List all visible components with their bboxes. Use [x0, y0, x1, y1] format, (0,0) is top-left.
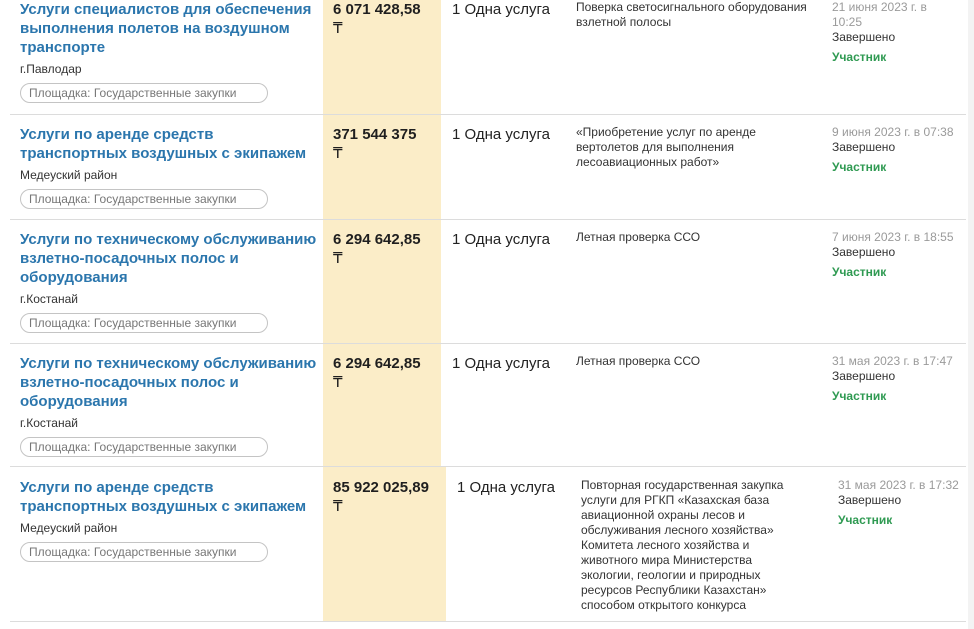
description-cell — [576, 125, 816, 170]
lot-price — [323, 125, 441, 163]
table-row[interactable] — [10, 115, 966, 220]
quantity-cell — [452, 230, 562, 249]
platform-badge[interactable]: Площадка: Государственные закупки — [20, 313, 268, 333]
currency-sign: ₸ — [333, 145, 343, 162]
price-cell — [323, 220, 441, 343]
participant-role: Участник — [832, 160, 887, 174]
page-scrollbar[interactable] — [968, 0, 974, 629]
description-cell — [576, 230, 816, 245]
quantity-cell — [452, 125, 562, 144]
meta-cell — [832, 230, 957, 279]
participant-role: Участник — [832, 50, 887, 64]
price-cell — [323, 467, 446, 621]
lot-date: 21 июня 2023 г. в 10:25 — [832, 0, 927, 29]
platform-badge[interactable]: Площадка: Государственные закупки — [20, 189, 268, 209]
lot-location: г.Костанай — [20, 292, 78, 306]
lot-quantity: 1 Одна услуга — [452, 126, 550, 143]
lot-location: Медеуский район — [20, 168, 118, 182]
price-cell — [323, 115, 441, 219]
participant-role: Участник — [838, 513, 893, 527]
meta-cell — [832, 354, 957, 403]
price-amount: 6 071 428,58 — [333, 1, 421, 18]
meta-cell — [838, 478, 963, 527]
lot-info — [20, 478, 320, 562]
lot-description: Летная проверка ССО — [576, 354, 701, 368]
currency-sign: ₸ — [333, 374, 343, 391]
lot-date: 7 июня 2023 г. в 18:55 — [832, 230, 954, 244]
meta-cell — [832, 125, 957, 174]
lot-info — [20, 125, 320, 209]
lot-title-link[interactable]: Услуги по аренде средств транспортных воздушных с экипажем — [20, 126, 307, 162]
platform-badge[interactable]: Площадка: Государственные закупки — [20, 83, 268, 103]
description-cell — [581, 478, 806, 613]
price-amount: 85 922 025,89 — [333, 479, 429, 496]
lot-info — [20, 230, 320, 333]
lot-location: Медеуский район — [20, 521, 118, 535]
lot-quantity: 1 Одна услуга — [452, 1, 550, 18]
lot-description: «Приобретение услуг по аренде вертолетов для выполнения лесоавиационных работ» — [576, 125, 756, 169]
participant-role: Участник — [832, 265, 887, 279]
quantity-cell — [452, 0, 562, 19]
lot-description: Поверка светосигнального оборудования взлетной полосы — [576, 0, 807, 29]
lot-title-link[interactable]: Услуги специалистов для обеспечения выполнения полетов на воздушном транспорте — [20, 1, 312, 56]
lot-quantity: 1 Одна услуга — [457, 479, 555, 496]
participant-role: Участник — [832, 389, 887, 403]
lot-location: г.Костанай — [20, 416, 78, 430]
description-cell — [576, 354, 816, 369]
quantity-cell — [452, 354, 562, 373]
table-row[interactable] — [10, 467, 966, 622]
platform-badge[interactable]: Площадка: Государственные закупки — [20, 437, 268, 457]
lot-title-link[interactable]: Услуги по техническому обслуживанию взлетно-посадочных полос и оборудования — [20, 231, 317, 286]
lot-location: г.Павлодар — [20, 62, 82, 76]
lot-status: Завершено — [832, 369, 896, 383]
meta-cell — [832, 0, 957, 64]
lot-date: 31 мая 2023 г. в 17:32 — [838, 478, 959, 492]
price-amount: 6 294 642,85 — [333, 355, 421, 372]
lot-price — [323, 354, 441, 392]
price-cell — [323, 0, 441, 114]
lot-quantity: 1 Одна услуга — [452, 231, 550, 248]
lot-description: Летная проверка ССО — [576, 230, 701, 244]
lot-status: Завершено — [838, 493, 902, 507]
currency-sign: ₸ — [333, 498, 343, 515]
lot-status: Завершено — [832, 30, 896, 44]
lot-date: 31 мая 2023 г. в 17:47 — [832, 354, 953, 368]
table-row[interactable] — [10, 0, 966, 115]
lot-title-link[interactable]: Услуги по аренде средств транспортных воздушных с экипажем — [20, 479, 307, 515]
currency-sign: ₸ — [333, 20, 343, 37]
lot-date: 9 июня 2023 г. в 07:38 — [832, 125, 954, 139]
lot-quantity: 1 Одна услуга — [452, 355, 550, 372]
lot-description: Повторная государственная закупка услуги для РГКП «Казахская база авиационной охраны лесов и обслуживания лесного хозяйства» Комитета лесного хозяйства и животного мира Министерства экологии, геологии и природных ресурсов Республики Казахстан» способом открытого конкурса — [581, 478, 784, 612]
lot-status: Завершено — [832, 140, 896, 154]
lot-title-link[interactable]: Услуги по техническому обслуживанию взлетно-посадочных полос и оборудования — [20, 355, 317, 410]
price-cell — [323, 344, 441, 466]
price-amount: 371 544 375 — [333, 126, 417, 143]
table-row[interactable] — [10, 220, 966, 344]
lot-status: Завершено — [832, 245, 896, 259]
lot-price — [323, 230, 441, 268]
lot-price — [323, 478, 446, 516]
table-row[interactable] — [10, 344, 966, 467]
quantity-cell — [457, 478, 567, 497]
price-amount: 6 294 642,85 — [333, 231, 421, 248]
platform-badge[interactable]: Площадка: Государственные закупки — [20, 542, 268, 562]
description-cell — [576, 0, 816, 30]
lot-price — [323, 0, 441, 38]
currency-sign: ₸ — [333, 250, 343, 267]
lot-info — [20, 0, 320, 103]
lot-info — [20, 354, 320, 457]
